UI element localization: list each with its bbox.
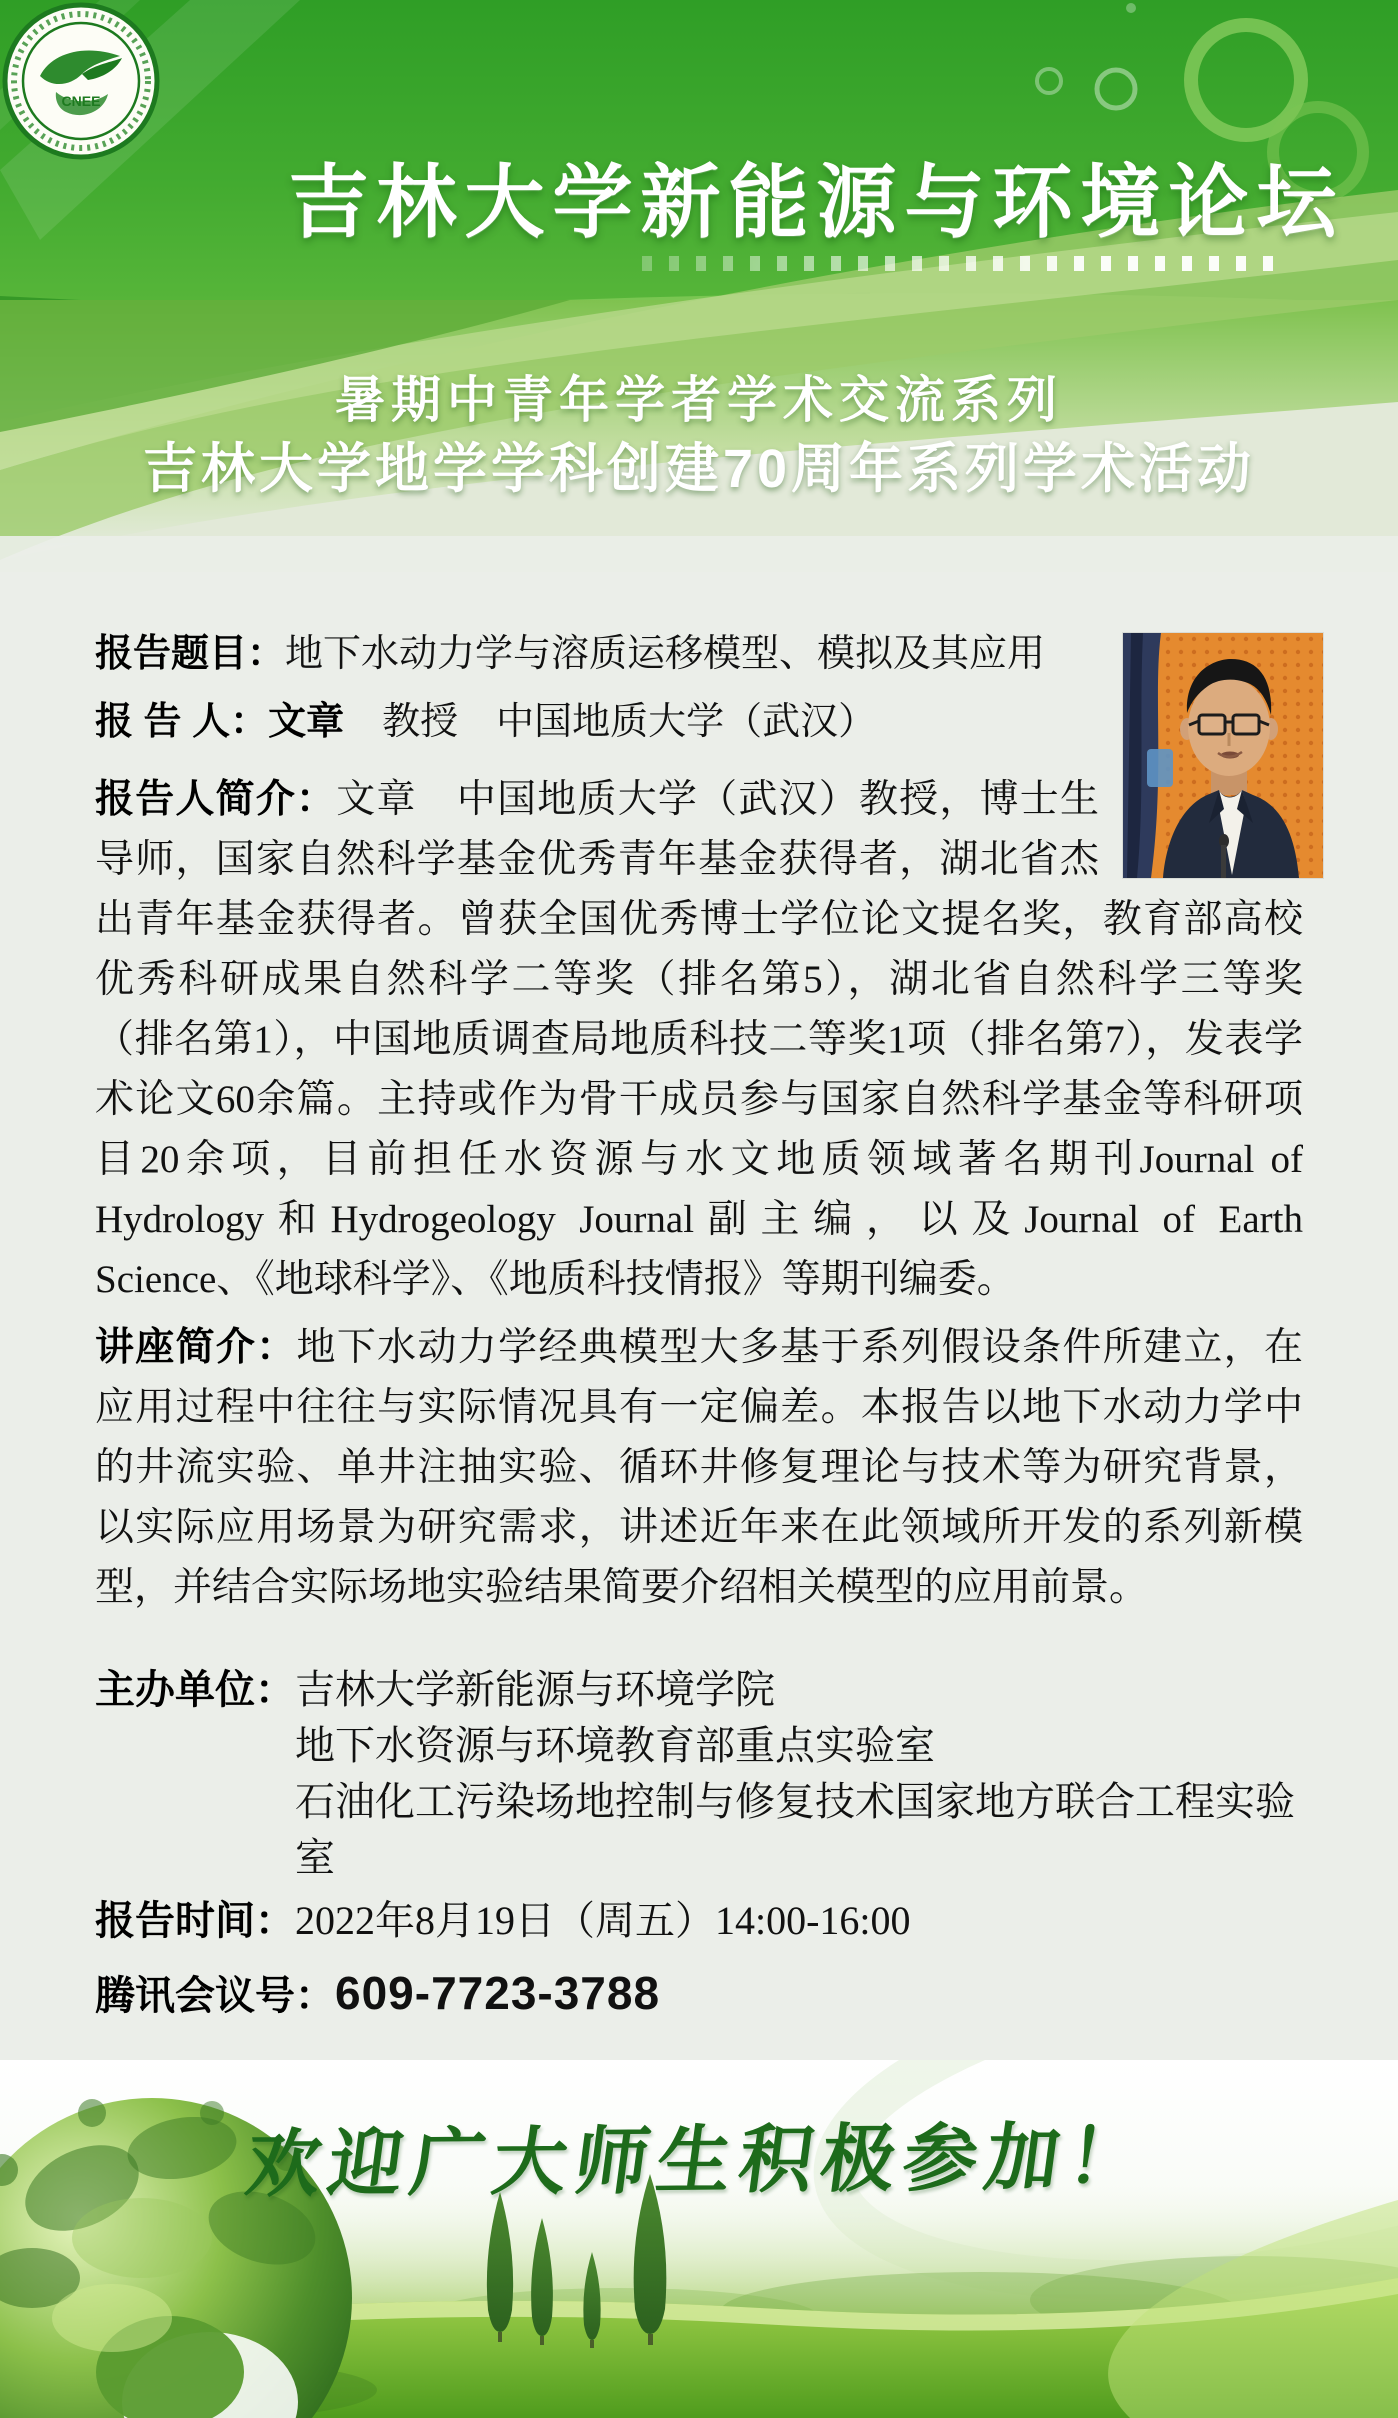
host-label: 主办单位： [95,1668,295,1712]
meeting-label: 腾讯会议号： [95,1974,335,2018]
speaker-photo [1123,633,1323,878]
glasses-icon [1233,715,1259,734]
report-title-line [95,620,1303,688]
host-block [95,1662,1303,1886]
speaker-line [95,688,1303,756]
subtitle-line-1: 暑期中青年学者学术交流系列 [335,372,1063,428]
bio-label: 报告人简介： [95,778,337,821]
time-line [95,1893,1303,1949]
host-1: 吉林大学新能源与环境学院 [295,1667,775,1712]
abstract-label: 讲座简介： [95,1326,297,1369]
time-label: 报告时间： [95,1899,295,1943]
report-title-label: 报告题目： [95,633,286,675]
deco-dot-icon [1126,3,1136,13]
host-row [95,1718,1303,1774]
speaker-affiliation: 中国地质大学（武汉） [496,701,877,743]
forum-title: 吉林大学新能源与环境论坛 [288,158,1345,247]
top-banner [0,0,1398,572]
speaker-name: 文章 [268,701,345,743]
host-2: 地下水资源与环境教育部重点实验室 [295,1723,935,1768]
speaker-label: 报 告 人： [95,701,269,743]
speaker-title: 教授 [382,701,459,743]
bio-text: 文章 中国地质大学（武汉）教授，博士生导师，国家自然科学基金优秀青年基金获得者，湖北省杰出青年基金获得者。曾获全国优秀博士学位论文提名奖，教育部高校优秀科研成果自然科学二等奖（排名第5），湖北省自然科学三等奖（排名第1），中国地质调查局地质科技二等奖1项（排名第7），发表学术论文60余篇。主持或作为骨干成员参与国家自然科学基金等科研项目20余项，目前担任水资源与水文地质领域著名期刊Journal of Hydrology和Hydrogeology Journal副主编，以及Journal of Earth Science、《地球科学》、《地质科技情报》等期刊编委。 [95,778,1303,1301]
forum-logo [0,0,162,162]
time-value: 2022年8月19日（周五）14:00-16:00 [295,1898,911,1943]
welcome-calligraphy: 欢迎广大师生积极参加！ [241,2117,1156,2207]
host-row [95,1774,1303,1886]
meeting-id: 609-7723-3788 [335,1967,661,2019]
host-3: 石油化工污染场地控制与修复技术国家地方联合工程实验室 [295,1779,1295,1880]
speaker-bio [95,770,1303,1310]
meeting-line [95,1963,1303,2026]
title-underline-dots [642,256,1290,271]
footer-banner [0,2060,1398,2418]
abstract-text: 地下水动力学经典模型大多基于系列假设条件所建立，在应用过程中往往与实际情况具有一定偏差。本报告以地下水动力学中的井流实验、单井注抽实验、循环井修复理论与技术等为研究背景，以实际应用场景为研究需求，讲述近年来在此领域所开发的系列新模型，并结合实际场地实验结果简要介绍相关模型的应用前景。 [95,1326,1303,1609]
content-area [0,572,1398,2060]
logo-abbr: CNEE [61,93,101,109]
host-row [95,1662,1303,1718]
lecture-abstract [95,1318,1303,1618]
glasses-icon [1199,715,1225,734]
report-title: 地下水动力学与溶质运移模型、模拟及其应用 [285,633,1046,675]
subtitle-line-2: 吉林大学地学学科创建70周年系列学术活动 [142,439,1256,499]
